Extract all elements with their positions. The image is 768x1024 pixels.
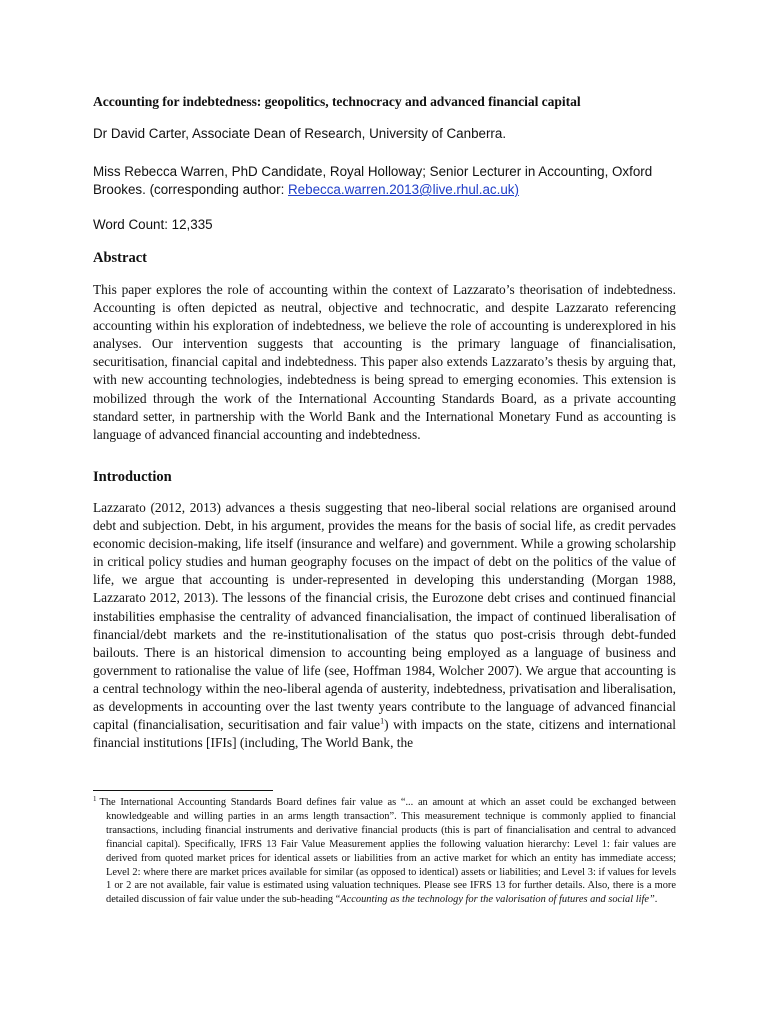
author-carter: Dr David Carter, Associate Dean of Research, University of Canberra. (93, 126, 507, 141)
footnote (93, 796, 676, 907)
footnote-italic-heading: Accounting as the technology for the valorisation of futures and social life” (340, 894, 655, 906)
footnote-text (93, 796, 676, 907)
word-count: Word Count: 12,335 (93, 217, 213, 232)
corresponding-email-link[interactable]: Rebecca.warren.2013@live.rhul.ac.uk) (288, 182, 519, 197)
footnote-divider (93, 790, 273, 791)
introduction-body (93, 499, 676, 752)
introduction-heading: Introduction (93, 469, 172, 485)
paper-title: Accounting for indebtedness: geopolitics, technocracy and advanced financial capital (93, 94, 581, 109)
footnote-end: . (654, 894, 658, 906)
introduction-text-continued: ) with impacts on the state, citizens and international financial institutions [IFIs] (including, The World Bank, the (93, 717, 676, 751)
author-warren-text: Miss Rebecca Warren, PhD Candidate, Royal Holloway; Senior Lecturer in Accounting, Oxford Brookes. (corresponding author: (93, 164, 653, 197)
footnote-marker: 1 (93, 794, 97, 803)
introduction-text: Lazzarato (2012, 2013) advances a thesis suggesting that neo-liberal social relations are organised around debt and subjection. Debt, in his argument, provides the means for the basis of social life, as credit pervades economic decision-making, life itself (insurance and welfare) and government. While a growing scholarship in critical policy studies and human geography focuses on the impact of debt on the politics of the value of life, we argue that accounting is under-represented in developing this understanding (Morgan 1988, Lazzarato 2012, 2013). The lessons of the financial crisis, the Eurozone debt crises and continued financial instabilities emphasise the centrality of advanced financialisation, the impact of continued liberalisation of financial/debt markets and the re-institutionalisation of the status quo post-crisis through debt-funded bailouts. There is an historical dimension to accounting being employed as a language of business and government to rationalise the value of life (see, Hoffman 1984, Wolcher 2007). We argue that accounting is a central technology within the neo-liberal agenda of austerity, indebtedness, privatisation and liberalisation, as developments in accounting over the last twenty years contribute to the language of advanced financial capital (financialisation, securitisation and fair value (93, 500, 676, 733)
footnote-body: The International Accounting Standards Board defines fair value as “... an amount at which an asset could be exchanged between knowledgeable and willing parties in an arms length transaction”. This measurement technique is commonly applied to financial transactions, including financial instruments and derivative financial products (this is part of financialisation and central to advanced financial capital). Specifically, IFRS 13 Fair Value Measurement applies the following valuation hierarchy: Level 1: fair values are derived from quoted market prices for identical assets or liabilities from an active market for which an entity has immediate access; Level 2: where there are market prices available for similar (as opposed to identical) assets or liabilities; and Level 3: if values for levels 1 or 2 are not available, fair value is estimated using valuation techniques. Please see IFRS 13 for further details. Also, there is a more detailed discussion of fair value under the sub-heading “ (99, 797, 676, 906)
abstract-heading: Abstract (93, 250, 147, 266)
footnote-reference[interactable]: 1 (380, 716, 385, 726)
abstract-body: This paper explores the role of accounting within the context of Lazzarato’s theorisation of indebtedness. Accounting is often depicted as neutral, objective and technocratic, and despite Lazzarato referencing accounting within his exploration of indebtedness, we believe the role of accounting is underexplored in his analyses. Our intervention suggests that accounting is the primary language of financialisation, securitisation, financial capital and indebtedness. This paper also extends Lazzarato’s thesis by arguing that, with new accounting technologies, indebtedness is being spread to emerging economies. This extension is mobilized through the work of the International Accounting Standards Board, as a private accounting standard setter, in partnership with the World Bank and the International Monetary Fund as accounting is language of advanced financial accounting and indebtedness. (93, 282, 676, 442)
author-warren (93, 163, 676, 199)
